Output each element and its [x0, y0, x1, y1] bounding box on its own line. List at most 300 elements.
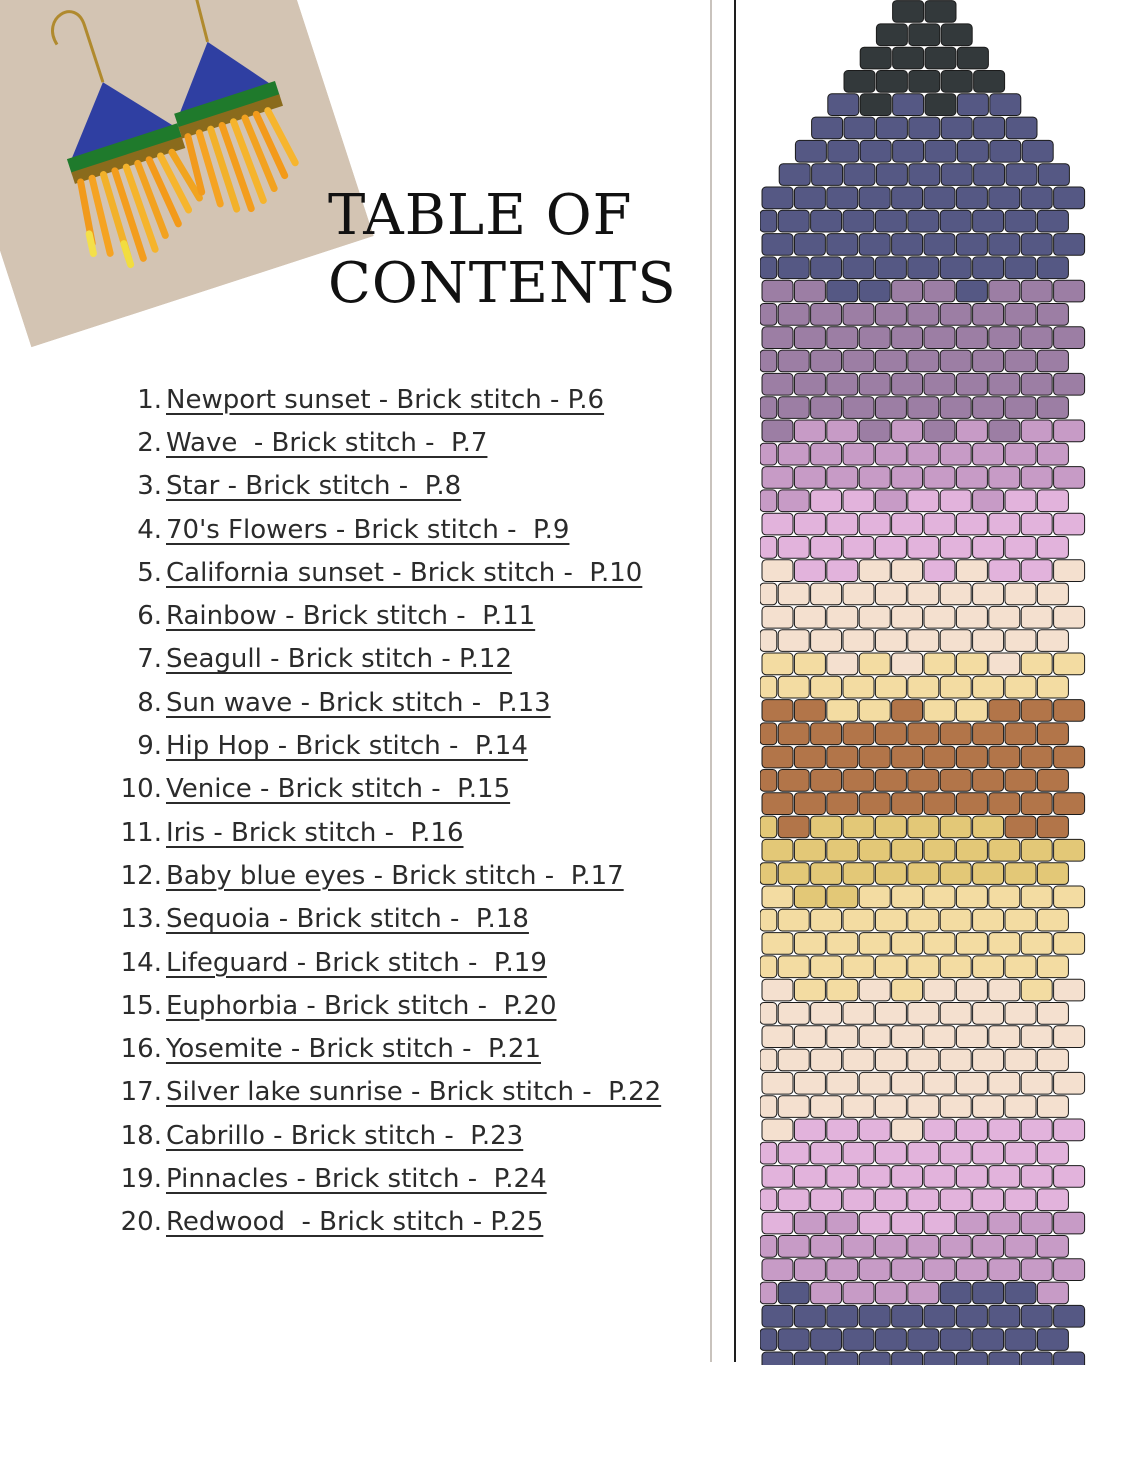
bead-caramel	[973, 723, 1004, 745]
bead-cream	[859, 1026, 890, 1048]
toc-item-link[interactable]: Iris - Brick stitch - P.16	[166, 817, 464, 848]
bead-caramel	[940, 723, 971, 745]
bead-pink	[1021, 560, 1052, 582]
bead-cream	[989, 1072, 1020, 1094]
bead-butter	[827, 700, 858, 722]
bead-gold	[989, 839, 1020, 861]
bead-charcoal	[925, 1, 956, 23]
bead-cream	[908, 1049, 939, 1071]
bead-navy	[1021, 1305, 1052, 1327]
bead-pink	[760, 1142, 777, 1164]
bead-lilac	[1054, 467, 1085, 489]
bead-navy	[956, 280, 987, 302]
bead-cream	[1005, 630, 1036, 652]
toc-item-link[interactable]: Redwood - Brick stitch - P.25	[166, 1207, 544, 1238]
bead-lilac	[778, 443, 809, 465]
bead-lilac	[973, 490, 1004, 512]
bead-cream	[827, 1026, 858, 1048]
bead-butter	[956, 653, 987, 675]
bead-navy	[956, 234, 987, 256]
bead-butter	[811, 676, 842, 698]
bead-lilac	[811, 443, 842, 465]
bead-mauve	[973, 350, 1004, 372]
bead-gold	[940, 816, 971, 838]
bead-cream	[989, 979, 1020, 1001]
bead-cream	[924, 1026, 955, 1048]
bead-cream	[956, 606, 987, 628]
bead-navy	[860, 140, 891, 162]
bead-butter	[1054, 886, 1085, 908]
bead-navy	[811, 1329, 842, 1351]
toc-item	[110, 1201, 661, 1244]
bead-navy	[827, 187, 858, 209]
bead-butter	[778, 956, 809, 978]
bead-navy	[893, 94, 924, 116]
bead-mauve	[1021, 280, 1052, 302]
bead-cream	[778, 1049, 809, 1071]
bead-cream	[843, 1003, 874, 1025]
bead-lilac	[811, 1282, 842, 1304]
bead-pink	[811, 490, 842, 512]
bead-cream	[1037, 1003, 1068, 1025]
toc-item	[110, 811, 661, 854]
bead-navy	[794, 1305, 825, 1327]
bead-pink	[1005, 1142, 1036, 1164]
bead-gold	[924, 839, 955, 861]
toc-item	[110, 1114, 661, 1157]
bead-cream	[892, 653, 923, 675]
bead-cream	[778, 1003, 809, 1025]
bead-navy	[892, 1352, 923, 1365]
bead-butter	[1054, 653, 1085, 675]
bead-mauve	[940, 350, 971, 372]
bead-navy	[760, 257, 777, 279]
bead-lilac	[875, 443, 906, 465]
bead-gold	[778, 863, 809, 885]
bead-navy	[1022, 140, 1053, 162]
bead-pink	[875, 1142, 906, 1164]
bead-lilac	[973, 443, 1004, 465]
bead-butter	[1037, 909, 1068, 931]
bead-mauve	[924, 327, 955, 349]
bead-navy	[1021, 234, 1052, 256]
bead-navy	[973, 1282, 1004, 1304]
toc-item-link[interactable]: Rainbow - Brick stitch - P.11	[166, 601, 536, 632]
bead-pink	[827, 1166, 858, 1188]
bead-butter	[1054, 933, 1085, 955]
bead-navy	[844, 117, 875, 139]
bead-cream	[762, 606, 793, 628]
bead-navy	[1037, 1329, 1068, 1351]
bead-lilac	[1021, 420, 1052, 442]
bead-mauve	[908, 397, 939, 419]
bead-lilac	[875, 1282, 906, 1304]
bead-lilac	[843, 1236, 874, 1258]
bead-caramel	[956, 793, 987, 815]
bead-cream	[1005, 1096, 1036, 1118]
bead-mauve	[1037, 350, 1068, 372]
bead-cream	[1037, 1096, 1068, 1118]
bead-navy	[762, 234, 793, 256]
toc-item-number: 4.	[137, 514, 162, 545]
bead-mauve	[1005, 304, 1036, 326]
bead-mauve	[1005, 397, 1036, 419]
bead-navy	[859, 234, 890, 256]
bead-butter	[760, 956, 777, 978]
toc-item-number: 16.	[120, 1034, 162, 1065]
bead-navy	[779, 164, 810, 186]
toc-item	[110, 1157, 661, 1200]
bead-butter	[843, 676, 874, 698]
bead-pink	[794, 560, 825, 582]
bead-navy	[908, 257, 939, 279]
bead-butter	[1021, 653, 1052, 675]
bead-cream	[1005, 583, 1036, 605]
bead-navy	[1037, 257, 1068, 279]
toc-item-link[interactable]: California sunset - Brick stitch - P.10	[166, 557, 643, 588]
bead-mauve	[762, 280, 793, 302]
bead-charcoal	[925, 94, 956, 116]
toc-item-number: 5.	[137, 557, 162, 588]
toc-item-number: 12.	[120, 860, 162, 891]
toc-item-link[interactable]: Baby blue eyes - Brick stitch - P.17	[166, 860, 624, 891]
bead-butter	[1021, 886, 1052, 908]
bead-mauve	[940, 304, 971, 326]
bead-mauve	[908, 350, 939, 372]
bead-caramel	[973, 770, 1004, 792]
bead-gold	[875, 863, 906, 885]
bead-pink	[940, 490, 971, 512]
bead-caramel	[794, 700, 825, 722]
bead-charcoal	[909, 71, 940, 93]
bead-gold	[940, 863, 971, 885]
bead-pink	[778, 1189, 809, 1211]
bead-cream	[973, 1003, 1004, 1025]
bead-pink	[843, 537, 874, 559]
earrings-photo	[0, 0, 374, 347]
toc-item-link[interactable]: Newport sunset - Brick stitch - P.6	[166, 384, 605, 415]
bead-pink	[859, 1166, 890, 1188]
bead-navy	[974, 164, 1005, 186]
bead-butter	[1005, 909, 1036, 931]
bead-pink	[1054, 1166, 1085, 1188]
bead-mauve	[843, 304, 874, 326]
bead-lilac	[989, 467, 1020, 489]
toc-item	[110, 1027, 661, 1070]
bead-cream	[940, 1049, 971, 1071]
bead-butter	[1037, 676, 1068, 698]
toc-item-number: 10.	[120, 774, 162, 805]
bead-gold	[908, 863, 939, 885]
bead-cream	[908, 1003, 939, 1025]
bead-navy	[828, 94, 859, 116]
bead-navy	[941, 164, 972, 186]
bead-butter	[811, 956, 842, 978]
bead-mauve	[1021, 327, 1052, 349]
bead-pink	[1054, 513, 1085, 535]
bead-cream	[924, 606, 955, 628]
bead-caramel	[811, 723, 842, 745]
bead-lilac	[989, 1212, 1020, 1234]
bead-butter	[827, 979, 858, 1001]
bead-pink	[989, 560, 1020, 582]
bead-pink	[762, 1166, 793, 1188]
bead-butter	[1037, 956, 1068, 978]
bead-navy	[956, 187, 987, 209]
bead-navy	[875, 257, 906, 279]
bead-cream	[843, 583, 874, 605]
bead-lilac	[956, 467, 987, 489]
bead-lilac	[811, 1236, 842, 1258]
title-line-2: CONTENTS	[328, 251, 677, 316]
bead-pink	[762, 1212, 793, 1234]
bead-pink	[794, 1119, 825, 1141]
bead-charcoal	[860, 94, 891, 116]
bead-pattern-chart	[760, 0, 1100, 1365]
bead-butter	[1021, 979, 1052, 1001]
bead-pink	[908, 1189, 939, 1211]
bead-caramel	[892, 793, 923, 815]
bead-caramel	[892, 746, 923, 768]
bead-pink	[811, 537, 842, 559]
bead-navy	[1005, 210, 1036, 232]
bead-charcoal	[893, 47, 924, 69]
toc-item-number: 9.	[137, 731, 162, 762]
bead-mauve	[843, 350, 874, 372]
bead-navy	[828, 140, 859, 162]
bead-pink	[1021, 513, 1052, 535]
bead-navy	[794, 1352, 825, 1365]
bead-caramel	[1005, 723, 1036, 745]
bead-caramel	[1054, 793, 1085, 815]
toc-item-number: 8.	[137, 687, 162, 718]
bead-pink	[1037, 490, 1068, 512]
bead-lilac	[940, 443, 971, 465]
toc-item-link[interactable]: 70's Flowers - Brick stitch - P.9	[166, 514, 570, 545]
bead-navy	[794, 234, 825, 256]
bead-cream	[762, 979, 793, 1001]
bead-gold	[811, 816, 842, 838]
bead-pink	[973, 1142, 1004, 1164]
bead-pink	[827, 560, 858, 582]
bead-navy	[908, 1329, 939, 1351]
bead-caramel	[989, 793, 1020, 815]
bead-lilac	[827, 467, 858, 489]
bead-navy	[924, 234, 955, 256]
toc-item	[110, 768, 661, 811]
bead-pink	[778, 537, 809, 559]
bead-cream	[859, 979, 890, 1001]
bead-butter	[892, 979, 923, 1001]
bead-navy	[892, 234, 923, 256]
bead-pink	[843, 1189, 874, 1211]
bead-cream	[956, 979, 987, 1001]
bead-butter	[924, 933, 955, 955]
bead-navy	[875, 210, 906, 232]
bead-pink	[940, 537, 971, 559]
bead-butter	[908, 676, 939, 698]
bead-navy	[827, 1305, 858, 1327]
bead-navy	[876, 164, 907, 186]
bead-charcoal	[941, 71, 972, 93]
bead-mauve	[794, 327, 825, 349]
bead-navy	[859, 280, 890, 302]
bead-navy	[1054, 1305, 1085, 1327]
bead-pink	[956, 513, 987, 535]
bead-navy	[989, 234, 1020, 256]
bead-caramel	[875, 770, 906, 792]
bead-navy	[844, 164, 875, 186]
toc-item-link[interactable]: Sequoia - Brick stitch - P.18	[166, 904, 529, 935]
bead-navy	[795, 140, 826, 162]
bead-caramel	[760, 723, 777, 745]
bead-caramel	[989, 700, 1020, 722]
bead-lilac	[760, 490, 777, 512]
bead-mauve	[827, 373, 858, 395]
bead-gold	[956, 839, 987, 861]
toc-item-link[interactable]: Wave - Brick stitch - P.7	[166, 427, 488, 458]
bead-charcoal	[974, 71, 1005, 93]
bead-butter	[827, 933, 858, 955]
bead-caramel	[778, 816, 809, 838]
bead-cream	[811, 1003, 842, 1025]
bead-pink	[1005, 1189, 1036, 1211]
bead-navy	[1054, 1352, 1085, 1365]
bead-pink	[859, 513, 890, 535]
bead-navy	[812, 117, 843, 139]
toc-item-link[interactable]: Venice - Brick stitch - P.15	[166, 774, 511, 805]
bead-navy	[1037, 210, 1068, 232]
toc-item	[110, 421, 661, 464]
bead-cream	[973, 1049, 1004, 1071]
bead-cream	[760, 1003, 777, 1025]
bead-mauve	[760, 350, 777, 372]
bead-lilac	[875, 1236, 906, 1258]
bead-caramel	[1005, 816, 1036, 838]
bead-navy	[893, 140, 924, 162]
bead-cream	[875, 1003, 906, 1025]
bead-navy	[827, 234, 858, 256]
bead-pink	[1054, 1119, 1085, 1141]
bead-pink	[875, 537, 906, 559]
bead-caramel	[843, 723, 874, 745]
bead-pink	[892, 1166, 923, 1188]
bead-pink	[989, 1166, 1020, 1188]
bead-mauve	[762, 327, 793, 349]
bead-navy	[1006, 117, 1037, 139]
bead-mauve	[973, 304, 1004, 326]
toc-item-link[interactable]: Cabrillo - Brick stitch - P.23	[166, 1120, 524, 1151]
bead-butter	[973, 956, 1004, 978]
bead-mauve	[811, 397, 842, 419]
bead-butter	[973, 676, 1004, 698]
bead-lilac	[1021, 1259, 1052, 1281]
bead-cream	[940, 1096, 971, 1118]
bead-caramel	[762, 793, 793, 815]
bead-cream	[940, 1003, 971, 1025]
toc-item-number: 19.	[120, 1163, 162, 1194]
bead-navy	[843, 1329, 874, 1351]
bead-butter	[940, 676, 971, 698]
toc-item-link[interactable]: Star - Brick stitch - P.8	[166, 471, 462, 502]
bead-gold	[1054, 839, 1085, 861]
bead-cream	[827, 1072, 858, 1094]
toc-item-link[interactable]: Euphorbia - Brick stitch - P.20	[166, 990, 557, 1021]
bead-gold	[973, 863, 1004, 885]
page-title	[328, 182, 677, 318]
toc-item-link[interactable]: Seagull - Brick stitch - P.12	[166, 644, 512, 675]
bead-cream	[827, 653, 858, 675]
bead-cream	[1054, 1026, 1085, 1048]
bead-lilac	[1005, 443, 1036, 465]
bead-navy	[940, 1329, 971, 1351]
bead-cream	[794, 606, 825, 628]
toc-item-link[interactable]: Pinnacles - Brick stitch - P.24	[166, 1163, 547, 1194]
bead-lilac	[956, 1212, 987, 1234]
bead-navy	[940, 1282, 971, 1304]
bead-mauve	[778, 304, 809, 326]
bead-mauve	[760, 304, 777, 326]
bead-cream	[859, 1072, 890, 1094]
bead-lilac	[908, 1236, 939, 1258]
bead-pink	[1037, 1189, 1068, 1211]
bead-cream	[973, 630, 1004, 652]
bead-butter	[989, 886, 1020, 908]
bead-butter	[940, 956, 971, 978]
bead-butter	[1005, 956, 1036, 978]
bead-cream	[794, 1072, 825, 1094]
toc-item-link[interactable]: Yosemite - Brick stitch - P.21	[166, 1034, 541, 1065]
bead-pink	[1005, 537, 1036, 559]
bead-navy	[973, 257, 1004, 279]
bead-caramel	[1021, 746, 1052, 768]
bead-lilac	[973, 1236, 1004, 1258]
bead-navy	[1005, 1329, 1036, 1351]
bead-cream	[1037, 1049, 1068, 1071]
bead-navy	[859, 187, 890, 209]
bead-navy	[1006, 164, 1037, 186]
bead-pink	[827, 513, 858, 535]
bead-butter	[973, 909, 1004, 931]
bead-caramel	[875, 723, 906, 745]
toc-item	[110, 1071, 661, 1114]
bead-mauve	[973, 397, 1004, 419]
bead-pink	[1021, 1166, 1052, 1188]
toc-item-link[interactable]: Sun wave - Brick stitch - P.13	[166, 687, 551, 718]
bead-cream	[1037, 630, 1068, 652]
bead-caramel	[908, 723, 939, 745]
toc-item-link[interactable]: Silver lake sunrise - Brick stitch - P.22	[166, 1077, 662, 1108]
bead-lilac	[827, 420, 858, 442]
toc-item-number: 6.	[137, 601, 162, 632]
bead-pink	[924, 1212, 955, 1234]
bead-lilac	[1054, 420, 1085, 442]
bead-mauve	[778, 397, 809, 419]
bead-charcoal	[860, 47, 891, 69]
bead-cream	[1037, 583, 1068, 605]
toc-item	[110, 594, 661, 637]
toc-item-link[interactable]: Lifeguard - Brick stitch - P.19	[166, 947, 547, 978]
bead-cream	[908, 1096, 939, 1118]
bead-charcoal	[941, 24, 972, 46]
toc-item-link[interactable]: Hip Hop - Brick stitch - P.14	[166, 731, 528, 762]
bead-butter	[760, 909, 777, 931]
bead-butter	[1005, 676, 1036, 698]
bead-cream	[908, 630, 939, 652]
table-of-contents	[110, 378, 661, 1244]
bead-navy	[956, 1305, 987, 1327]
bead-mauve	[875, 304, 906, 326]
